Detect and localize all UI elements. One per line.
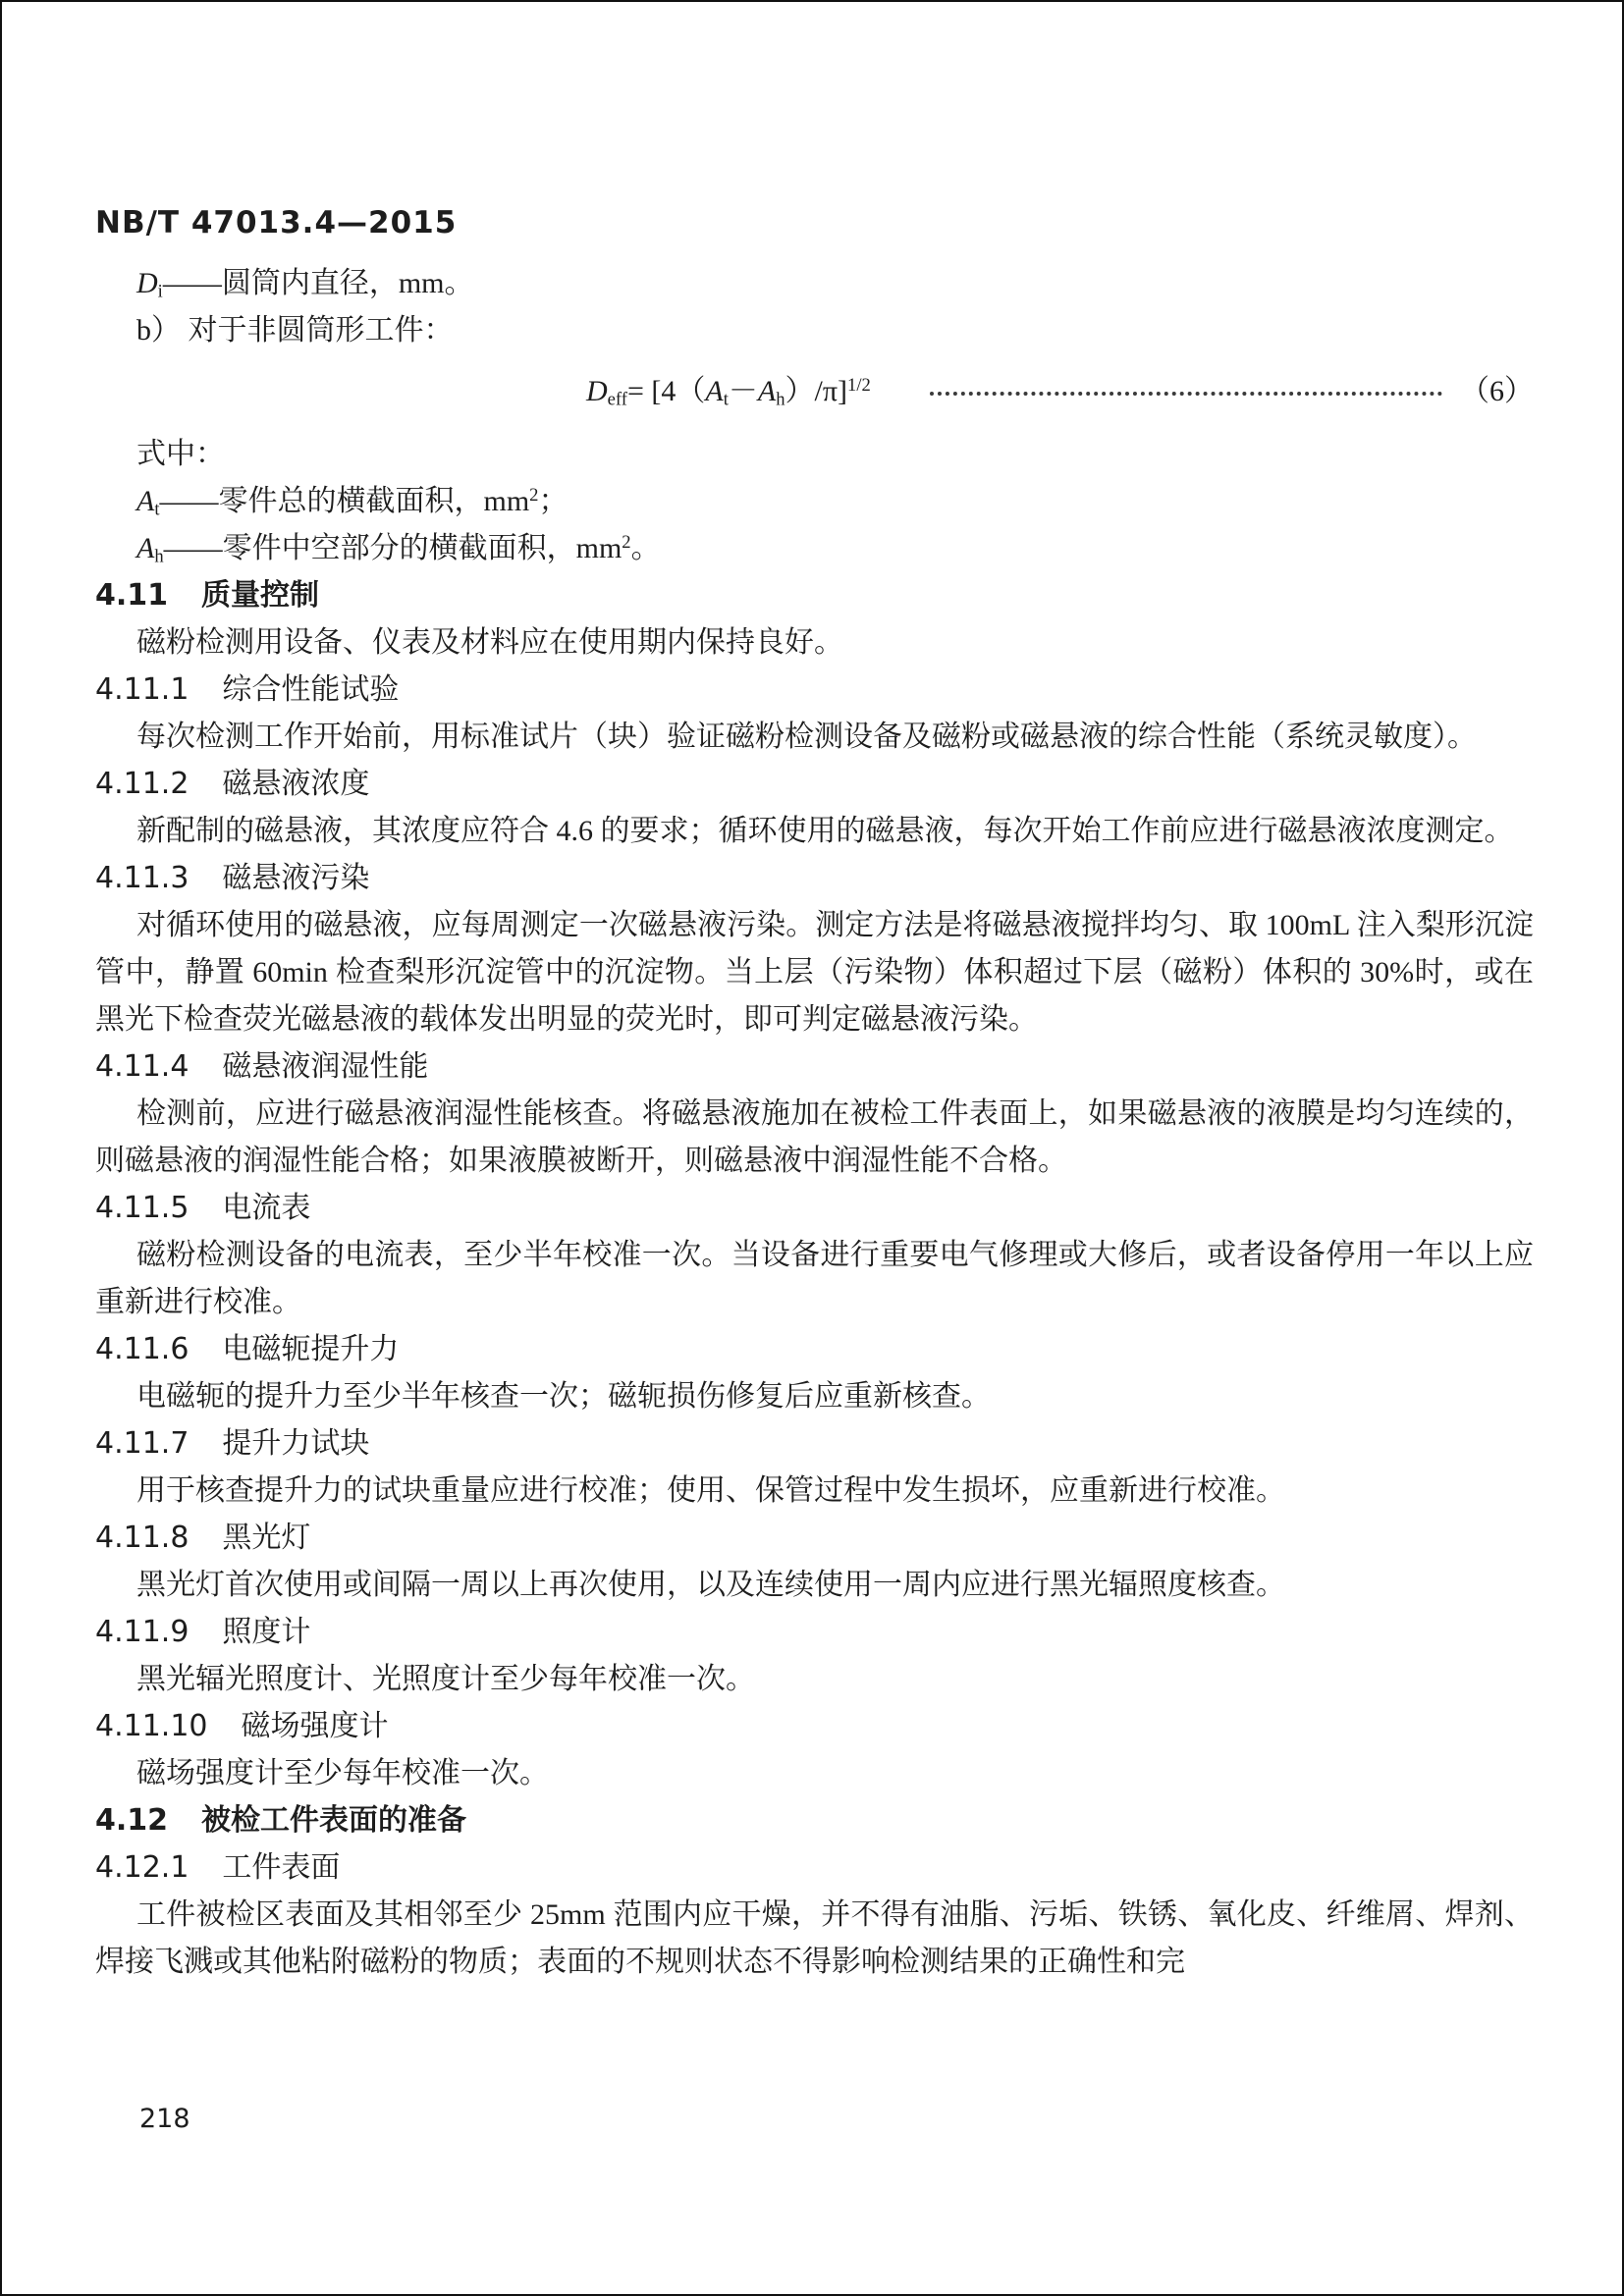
section-number: 4.11.6: [95, 1332, 189, 1366]
paragraph: 磁粉检测用设备、仪表及材料应在使用期内保持良好。: [136, 626, 843, 659]
section-number: 4.11.2: [95, 767, 189, 801]
paragraph: 磁粉检测设备的电流表，至少半年校准一次。当设备进行重要电气修理或大修后，或者设备停用一年以上应重新进行校准。: [95, 1239, 1534, 1318]
symbol-a-h: A: [757, 375, 777, 407]
formula-minus: －: [728, 375, 758, 407]
subsection-heading: [95, 1043, 1534, 1091]
symbol-definition-at: [95, 478, 1534, 525]
paragraph: 用于核查提升力的试块重量应进行校准；使用、保管过程中发生损坏，应重新进行校准。: [136, 1474, 1285, 1507]
definition-text: ——零件中空部分的横截面积，mm: [163, 532, 623, 564]
list-item-b: b） 对于非圆筒形工件：: [136, 314, 454, 347]
paragraph: 工件被检区表面及其相邻至少 25mm 范围内应干燥，并不得有油脂、污垢、铁锈、氧化皮、纤维屑、焊剂、焊接飞溅或其他粘附磁粉的物质；表面的不规则状态不得影响检测结果的正确性和完: [95, 1898, 1534, 1978]
symbol-a-t: A: [136, 485, 155, 517]
section-title: 磁悬液润湿性能: [222, 1049, 429, 1084]
definition-tail: ；: [538, 485, 568, 517]
unit-superscript: 2: [622, 531, 631, 553]
paragraph: 检测前，应进行磁悬液润湿性能核查。将磁悬液施加在被检工件表面上，如果磁悬液的液膜是均匀连续的，则磁悬液的润湿性能合格；如果液膜被断开，则磁悬液中润湿性能不合格。: [95, 1097, 1534, 1177]
subsection-heading: [95, 1420, 1534, 1468]
symbol-a-h: A: [136, 532, 155, 564]
section-title: 工件表面: [222, 1850, 341, 1885]
paragraph: 黑光辐光照度计、光照度计至少每年校准一次。: [136, 1663, 755, 1695]
symbol-a-t-subscript: t: [154, 499, 160, 520]
section-title: 提升力试块: [222, 1426, 370, 1461]
section-number: 4.11.5: [95, 1191, 189, 1225]
symbol-d-eff-subscript: eff: [607, 389, 627, 410]
definition-line-di: [95, 260, 1534, 307]
formula-text: = [4（: [626, 375, 706, 407]
symbol-d-eff: D: [586, 375, 608, 407]
formula-exponent: 1/2: [847, 374, 871, 396]
section-title: 照度计: [222, 1615, 311, 1649]
formula-text-tail: ）/π]: [785, 375, 848, 407]
paragraph: 每次检测工作开始前，用标准试片（块）验证磁粉检测设备及磁粉或磁悬液的综合性能（系统灵敏度）。: [136, 721, 1477, 753]
paragraph: 新配制的磁悬液，其浓度应符合 4.6 的要求；循环使用的磁悬液，每次开始工作前应进行磁悬液浓度测定。: [136, 815, 1514, 847]
formula-expression: [586, 368, 871, 415]
symbol-d: D: [136, 267, 158, 299]
section-title: 磁悬液污染: [222, 861, 370, 895]
symbol-a-t: A: [705, 375, 724, 407]
section-number: 4.11.1: [95, 672, 189, 707]
section-title: 黑光灯: [222, 1521, 311, 1555]
section-title: 电磁轭提升力: [222, 1332, 400, 1366]
section-number: 4.12.1: [95, 1850, 189, 1885]
section-number: 4.11.7: [95, 1426, 189, 1461]
section-number: 4.12: [95, 1803, 169, 1838]
section-number: 4.11.8: [95, 1521, 189, 1555]
formula-leader-dots: [930, 392, 1442, 396]
unit-superscript: 2: [529, 484, 539, 506]
definition-text: ——零件总的横截面积，mm: [159, 485, 530, 517]
page-number: 218: [139, 2104, 190, 2134]
standard-number-header: NB/T 47013.4—2015: [95, 205, 458, 240]
symbol-definition-ah: [95, 525, 1534, 572]
subsection-heading: [95, 1326, 1534, 1373]
page-content: [95, 203, 1534, 1986]
symbol-a-h-subscript: h: [776, 389, 785, 410]
section-number: 4.11: [95, 578, 169, 613]
subsection-heading: [95, 761, 1534, 808]
subsection-heading: [95, 855, 1534, 902]
formula-number: （6）: [1460, 375, 1534, 407]
subsection-heading: [95, 1703, 1534, 1750]
sections: [95, 572, 1534, 1986]
section-title: 磁场强度计: [241, 1709, 389, 1743]
symbol-a-t-subscript: t: [723, 389, 729, 410]
subsection-heading: [95, 1844, 1534, 1892]
section-title: 被检工件表面的准备: [201, 1803, 467, 1838]
section-title: 磁悬液浓度: [222, 767, 370, 801]
symbol-d-subscript: i: [157, 281, 163, 302]
subsection-heading: [95, 1515, 1534, 1562]
section-number: 4.11.10: [95, 1709, 208, 1743]
definition-tail: 。: [630, 532, 661, 564]
subsection-heading: [95, 667, 1534, 714]
definition-text: ——圆筒内直径，mm。: [162, 267, 474, 299]
subsection-heading: [95, 1185, 1534, 1232]
paragraph: 电磁轭的提升力至少半年核查一次；磁轭损伤修复后应重新核查。: [136, 1380, 991, 1413]
section-number: 4.11.3: [95, 861, 189, 895]
where-label: 式中：: [136, 438, 225, 470]
section-heading: [95, 572, 1534, 619]
section-number: 4.11.4: [95, 1049, 189, 1084]
subsection-heading: [95, 1609, 1534, 1656]
symbol-a-h-subscript: h: [154, 546, 164, 567]
section-title: 质量控制: [201, 578, 320, 613]
section-number: 4.11.9: [95, 1615, 189, 1649]
section-title: 电流表: [222, 1191, 311, 1225]
section-heading: [95, 1797, 1534, 1844]
formula-row: [95, 368, 1534, 415]
paragraph: 磁场强度计至少每年校准一次。: [136, 1757, 549, 1789]
paragraph: 黑光灯首次使用或间隔一周以上再次使用，以及连续使用一周内应进行黑光辐照度核查。: [136, 1569, 1285, 1601]
paragraph: 对循环使用的磁悬液，应每周测定一次磁悬液污染。测定方法是将磁悬液搅拌均匀、取 100mL 注入梨形沉淀管中，静置 60min 检查梨形沉淀管中的沉淀物。当上层（污染物）体积超过下层（磁粉）体积的 30%时，或在黑光下检查荧光磁悬液的载体发出明显的荧光时，即可判定磁悬液污染。: [95, 909, 1534, 1036]
section-title: 综合性能试验: [222, 672, 400, 707]
